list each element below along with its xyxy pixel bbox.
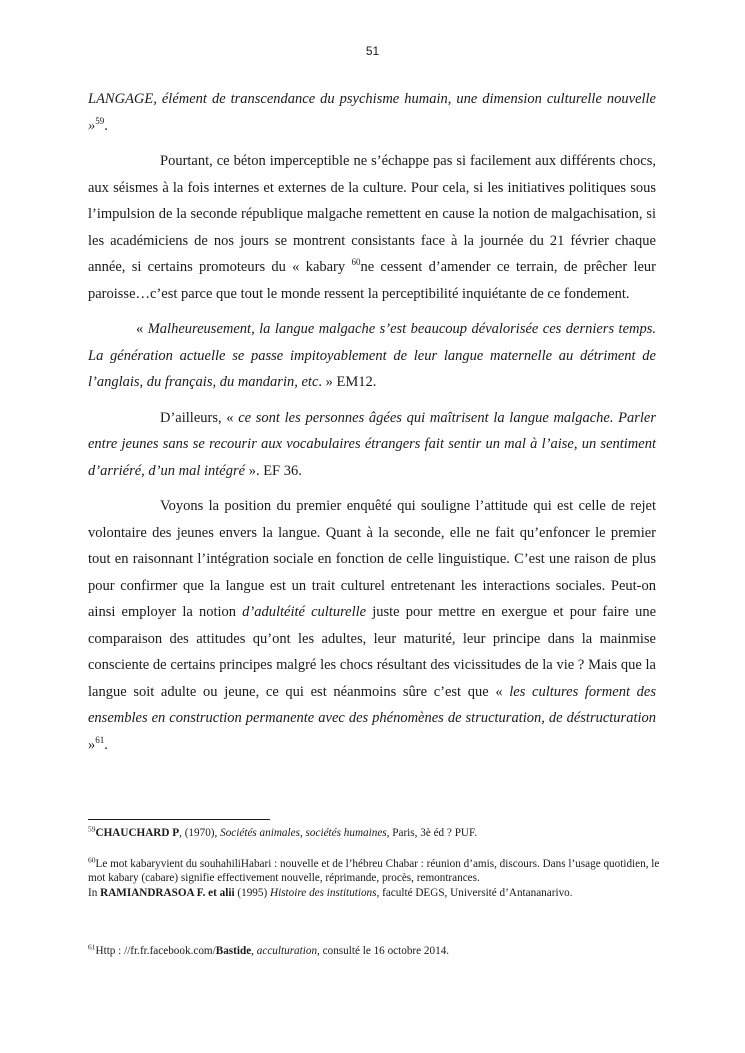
paragraph-2: Pourtant, ce béton imperceptible ne s’échappe pas si facilement aux différents chocs, aux séismes à la fois internes et externes de la culture. Pour cela, si les initiatives politiques sous l’impulsion de la seconde république malgache remettent en cause la notion de malgachisation, si les académiciens de nos jours se montrent consistants face à la journée du 21 février chaque année, si certains promoteurs du « kabary $^{60}$ne cessent d’amender ce terrain, de prêcher leur paroisse…c’est parce que tout le monde ressent la perceptibilité inquiétante de ce fondement.	[88, 153, 657, 302]
body-text	[88, 86, 656, 758]
footnotes	[88, 826, 668, 959]
footnote-60: $^{60}$Le mot kabaryvient du souhahiliHabari : nouvelle et de l’hébreu Chabar : réunion d’amis, discours. Dans l’usage quotidien, le mot kabary (cabare) signifie effectivement nouvelle, réprimande, procès, remontrances. In RAMIANDRASOA F. et alii (1995) Histoire des institutions, faculté DEGS, Université d’Antananarivo.	[88, 854, 660, 899]
footnote-ref-59[interactable]: 59	[95, 115, 105, 126]
page-number: 51	[365, 44, 380, 58]
quote-ef36: D’ailleurs, « ce sont les personnes âgées qui maîtrisent la langue malgache. Parler entre jeunes sans se recourir aux vocabulaires étrangers fait sentir un mal à l’aise, un sentiment d’arriéré, d’un mal intégré ». EF 36.	[88, 409, 656, 479]
paragraph-5: Voyons la position du premier enquêté qui souligne l’attitude qui est celle de rejet volontaire des jeunes envers la langue. Quant à la seconde, elle ne fait qu’enfoncer le premier tout en raisonnant l’intégration sociale en fonction de celle linguistique. C’est une raison de plus pour confirmer que la langue est un trait culturel entretenant les interactions sociales. Peut-on ainsi employer la notion d’adultéité culturelle juste pour mettre en exergue et pour faire une comparaison des attitudes qu’ont les adultes, leur maturité, leur principe dans la mainmise consciente de certains principes malgré les chocs résultant des vicissitudes de la vie ? Mais que la langue soit adulte ou jeune, ce qui est néanmoins sûre c’est que « les cultures forment des ensembles en construction permanente avec des phénomènes de structuration, de déstructuration »$^{61}$.	[88, 498, 657, 753]
paragraph-1: LANGAGE, élément de transcendance du psychisme humain, une dimension culturelle nouvelle »$^{59}$.	[88, 91, 656, 134]
footnote-61-link[interactable]: Http : //fr.fr.facebook.com/	[95, 945, 216, 957]
quote-em12: « Malheureusement, la langue malgache s’est beaucoup dévalorisée ces derniers temps. La génération actuelle se passe impitoyablement de leur langue maternelle au détriment de l’anglais, du français, du mandarin, etc. » EM12.	[88, 321, 657, 390]
footnote-separator	[88, 819, 270, 820]
footnote-61: $^{61}$Http : //fr.fr.facebook.com/Bastide, acculturation, consulté le 16 octobre 2014.	[88, 942, 450, 957]
footnote-ref-61[interactable]: 61	[95, 734, 105, 745]
footnote-59: $^{59}$CHAUCHARD P, (1970), Sociétés animales, sociétés humaines, Paris, 3è éd ? PUF.	[88, 824, 478, 839]
footnote-ref-60[interactable]: 60	[351, 257, 361, 268]
